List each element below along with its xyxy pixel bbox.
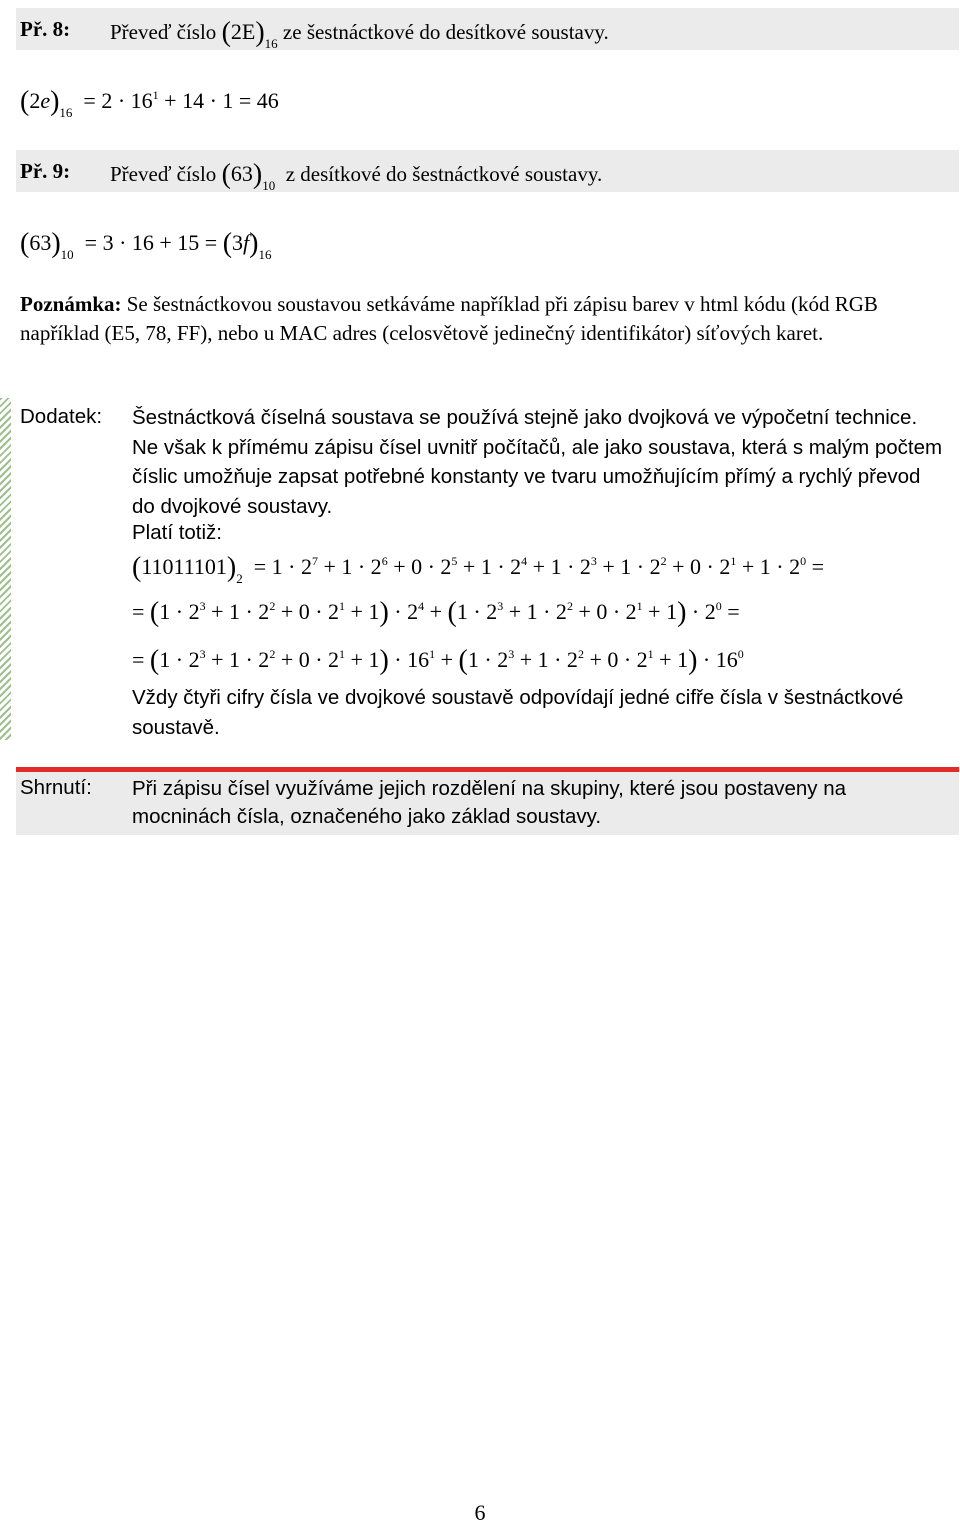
addendum-conclusion: Vždy čtyři cifry čísla ve dvojkové soustavě odpovídají jedné cifře čísla v šestnáctkové soustavě. <box>132 686 904 739</box>
exercise-9-text: Převeď číslo $(63)_{10}$ z desítkové do šestnáctkové soustavy. <box>110 159 603 193</box>
binary-equation-line-1: $(11011101)_2 = 1 \cdot 2^7 + 1 \cdot 2^6 + 0 \cdot 2^5 + 1 \cdot 2^4 + 1 \cdot 2^3 + 1 \cdot 2^2 + 0 \cdot 2^1 + 1 \cdot 2^0$ = <box>132 552 825 586</box>
note-paragraph <box>20 290 940 348</box>
exercise-8-number: 2E <box>230 19 256 44</box>
note-label: Poznámka: <box>20 292 122 316</box>
addendum-hatch-strip <box>0 398 11 740</box>
exercise-8-label: Př. 8: <box>20 17 71 41</box>
exercise-9-number: 63 <box>230 161 253 186</box>
summary-label: Shrnutí: <box>20 776 92 799</box>
page-number: 6 <box>474 1500 486 1525</box>
summary-text: Při zápisu čísel využíváme jejich rozdělení na skupiny, které jsou postaveny na mocninách čísla, označeného jako základ soustavy. <box>132 777 847 828</box>
addendum-text: Šestnáctková číselná soustava se používá stejně jako dvojková ve výpočetní technice. Ne však k přímému zápisu čísel uvnitř počítačů, ale jako soustava, která s malým počtem číslic umožňuje zapsat potřebné konstanty ve tvaru umožňujícím přímý a rychlý převod do dvojkové soustavy. <box>132 406 943 518</box>
exercise-9-solution: $(63)_{10} = 3 \cdot 16 + 15 = (3f)_{16}$ <box>20 228 272 262</box>
exercise-9-label: Př. 9: <box>20 159 71 183</box>
note-text: Se šestnáctkovou soustavou setkáváme například při zápisu barev v html kódu (kód RGB například (E5, 78, FF), nebo u MAC adres (celosvětově jedinečný identifikátor) síťových karet. <box>20 292 878 345</box>
exercise-8-text: Převeď číslo $(2E)_{16}$ ze šestnáctkové do desítkové soustavy. <box>110 17 609 51</box>
exercise-8-solution: $(2e)_{16} = 2 \cdot 16^1 + 14 \cdot 1 = 46$ <box>20 86 279 120</box>
addendum-holds: Platí totiž: <box>132 521 223 544</box>
addendum-label: Dodatek: <box>20 405 103 428</box>
binary-equation-line-2: = $(1 \cdot 2^3 + 1 \cdot 2^2 + 0 \cdot 2^1 + 1) \cdot 2^4 + (1 \cdot 2^3 + 1 \cdot 2^2 + 0 \cdot 2^1 + 1) \cdot 2^0$ = <box>132 597 740 628</box>
binary-equation-line-3: = $(1 \cdot 2^3 + 1 \cdot 2^2 + 0 \cdot 2^1 + 1) \cdot 16^1 + (1 \cdot 2^3 + 1 \cdot 2^2 + 0 \cdot 2^1 + 1) \cdot 16^0$ <box>132 645 744 676</box>
